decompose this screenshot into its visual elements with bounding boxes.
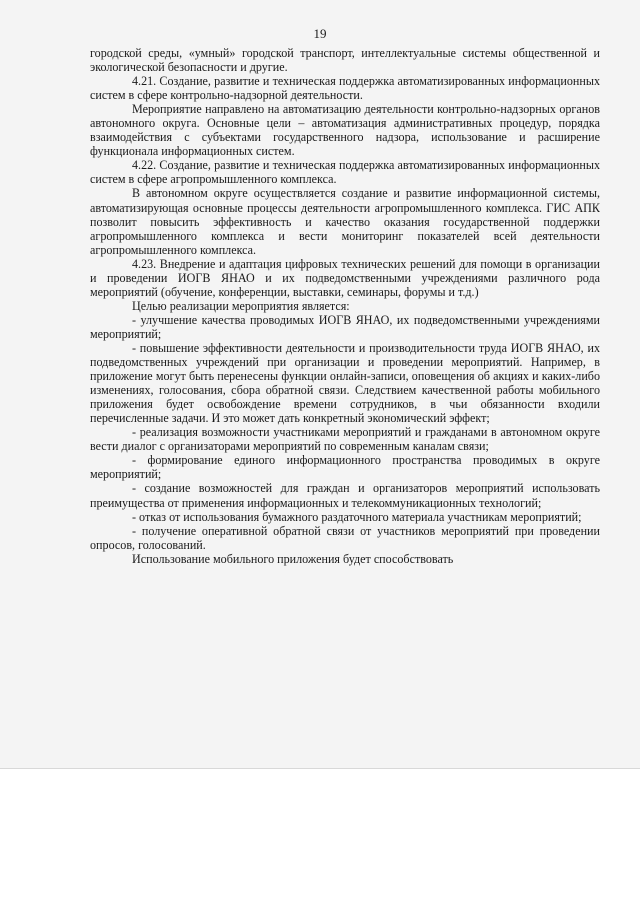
- paragraph-4: 4.22. Создание, развитие и техническая поддержка автоматизированных информационных систем в сфере агропромышленного комплекса.: [90, 158, 600, 187]
- paragraph-1: городской среды, «умный» городской транспорт, интеллектуальные системы общественной и экологической безопасности и другие.: [90, 46, 600, 75]
- paragraph-2: 4.21. Создание, развитие и техническая поддержка автоматизированных информационных систем в сфере контрольно-надзорной деятельности.: [90, 74, 600, 103]
- list-item: - создание возможностей для граждан и организаторов мероприятий использовать преимущества от применения информационных и телекоммуникационных технологий;: [90, 481, 600, 510]
- paragraph-7: Целью реализации мероприятия является:: [132, 298, 350, 313]
- list-item: - повышение эффективности деятельности и производительности труда ИОГВ ЯНАО, их подведомственных учреждений при организации и проведении мероприятий. Например, в приложение могут быть перенесены функции онлайн-записи, оповещения об акциях и каких-либо изменениях, голосования, сбора обратной связи. Следствием качественной работы мобильного приложения будет освобождение времени сотрудников, в чьи обязанности входили перечисленные задачи. И это может дать конкретный экономический эффект;: [90, 340, 600, 426]
- body-text: [90, 46, 600, 566]
- page-number: 19: [313, 26, 327, 41]
- list-item: - отказ от использования бумажного раздаточного материала участникам мероприятий;: [132, 509, 582, 524]
- paragraph-5: В автономном округе осуществляется создание и развитие информационной системы, автоматизирующая основные процессы деятельности агропромышленного комплекса. ГИС АПК позволит повысить эффективность и качество оказания государственной поддержки агропромышленного комплекса и вести мониторинг показателей всей деятельности агропромышленного комплекса.: [90, 186, 600, 257]
- list-item: - формирование единого информационного пространства проводимых в округе мероприятий;: [90, 453, 600, 482]
- list-item: - улучшение качества проводимых ИОГВ ЯНАО, их подведомственными учреждениями мероприятий;: [90, 312, 600, 341]
- list-item: - получение оперативной обратной связи от участников мероприятий при проведении опросов, голосований.: [90, 523, 600, 552]
- paragraph-6: 4.23. Внедрение и адаптация цифровых технических решений для помощи в организации и проведении ИОГВ ЯНАО и их подведомственными учреждениями различного рода мероприятий (обучение, конференции, выставки, семинары, форумы и т.д.): [90, 256, 600, 299]
- paragraph-3: Мероприятие направлено на автоматизацию деятельности контрольно-надзорных органов автономного округа. Основные цели – автоматизация административных процедур, порядка взаимодействия с субъектами государственного надзора, использование и расширение функционала информационных систем.: [90, 102, 600, 159]
- paragraph-last: Использование мобильного приложения будет способствовать: [132, 551, 454, 566]
- list-item: - реализация возможности участниками мероприятий и гражданами в автономном округе вести диалог с организаторами мероприятий по современным каналам связи;: [90, 425, 600, 454]
